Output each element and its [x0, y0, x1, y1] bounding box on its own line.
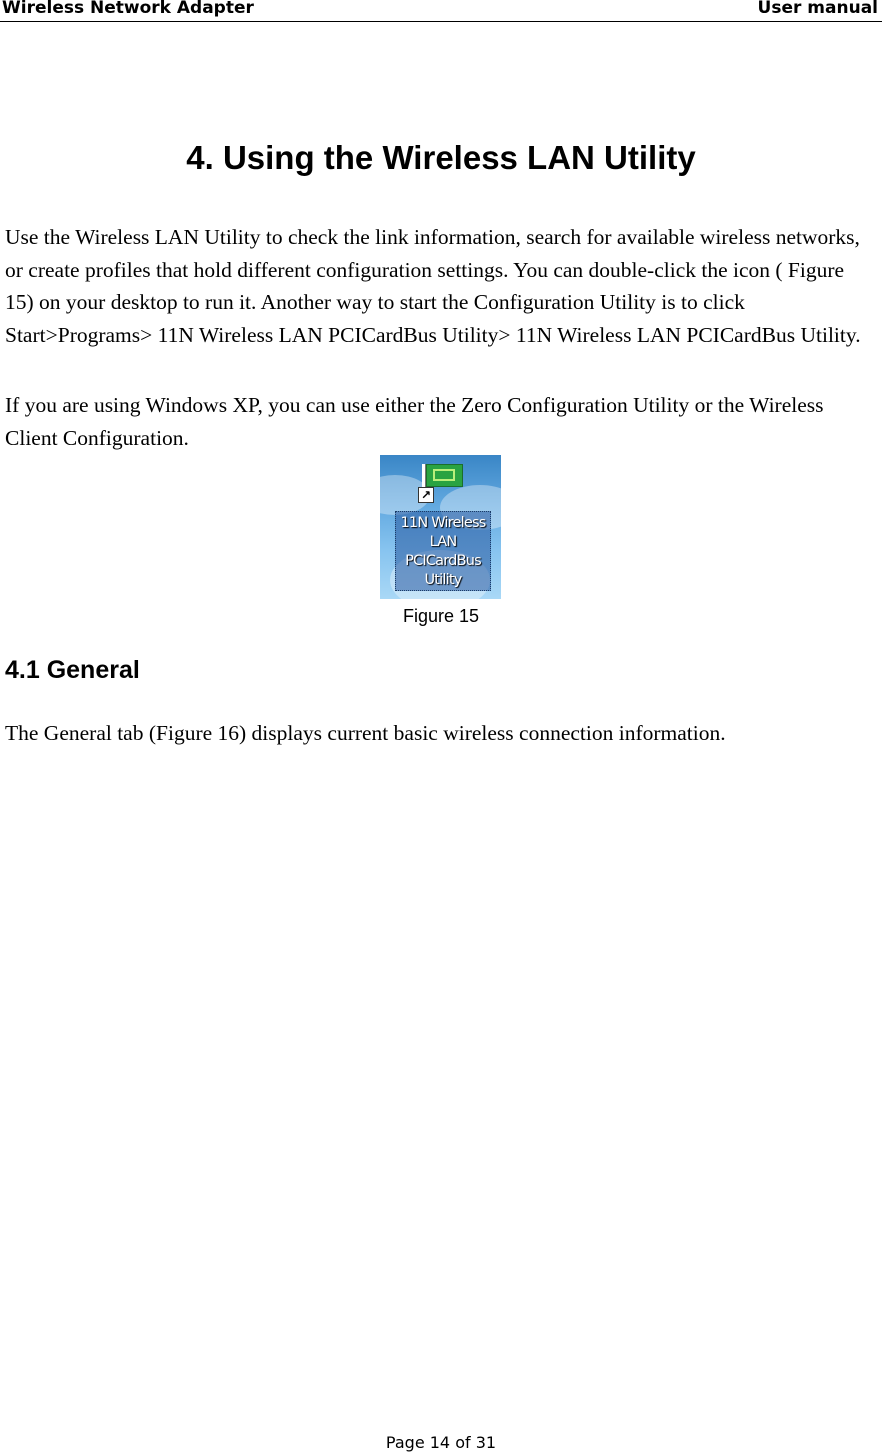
network-flag-icon — [426, 464, 463, 487]
page-number: Page 14 of 31 — [385, 1433, 497, 1452]
header-product-name: Wireless Network Adapter — [2, 0, 254, 18]
section-paragraph: The General tab (Figure 16) displays current basic wireless connection information. — [5, 721, 726, 745]
section-heading: 4.1 General — [5, 656, 140, 684]
page-header — [0, 0, 882, 22]
intro-paragraph: Use the Wireless LAN Utility to check the link information, search for available wireless networks, or create profiles that hold different configuration settings. You can double-click the icon ( Figure 15) on your desktop to run it. Another way to start the Configuration Utility is to click Start>Programs> 11N Wireless LAN PCICardBus Utility> 11N Wireless LAN PCICardBus Utility. — [5, 225, 861, 347]
figure-caption: Figure 15 — [402, 606, 480, 626]
header-document-type: User manual — [757, 0, 878, 18]
wireless-lan-utility-desktop-icon[interactable] — [380, 455, 501, 599]
icon-label: 11N Wireless LAN PCICardBus Utility — [400, 515, 486, 588]
chapter-title: 4. Using the Wireless LAN Utility — [186, 139, 696, 176]
shortcut-arrow-icon: ↗ — [418, 487, 434, 503]
windows-xp-paragraph: If you are using Windows XP, you can use either the Zero Configuration Utility or the Wireless Client Configuration. — [5, 393, 824, 450]
icon-label-box — [395, 511, 491, 591]
